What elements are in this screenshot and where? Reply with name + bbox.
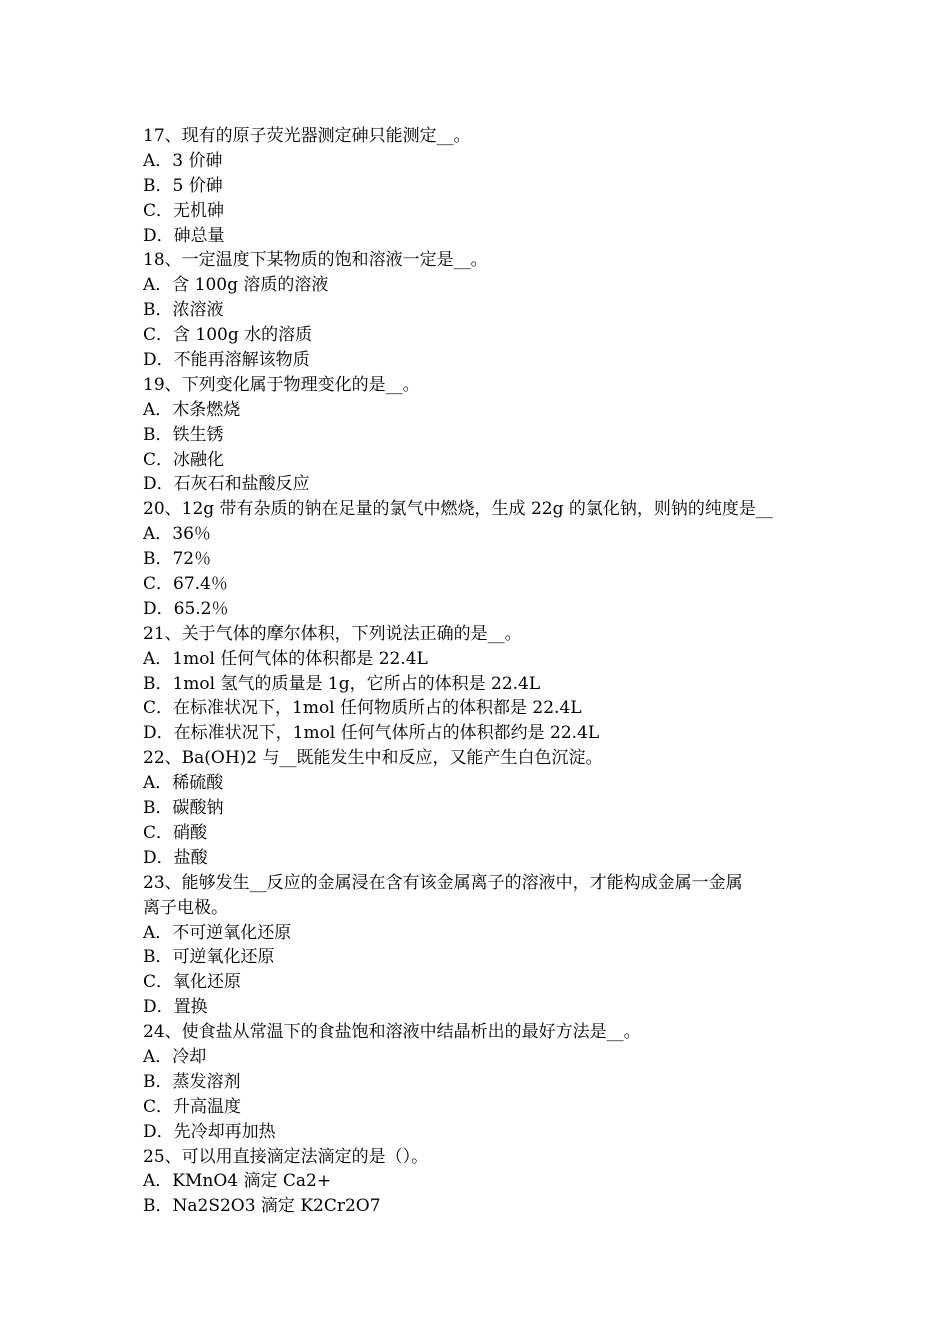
option-19-a: A．木条燃烧 [143,399,241,420]
option-21-d: D．在标准状况下，1mol 任何气体所占的体积都约是 22.4L [143,723,600,744]
option-21-c: C．在标准状况下，1mol 任何物质所占的体积都是 22.4L [143,698,582,719]
option-22-d: D．盐酸 [143,847,208,868]
option-18-c: C．含 100g 水的溶质 [143,325,313,346]
option-25-a: A．KMnO4 滴定 Ca2+ [143,1171,332,1192]
question-24: 24、使食盐从常温下的食盐饱和溶液中结晶析出的最好方法是__。 [143,1022,641,1043]
option-19-b: B．铁生锈 [143,424,224,445]
question-19: 19、下列变化属于物理变化的是__。 [143,374,420,395]
option-22-b: B．碳酸钠 [143,798,224,819]
option-25-b: B．Na2S2O3 滴定 K2Cr2O7 [143,1196,381,1217]
option-17-d: D．砷总量 [143,225,225,246]
option-22-a: A．稀硫酸 [143,773,224,794]
option-24-c: C．升高温度 [143,1096,242,1117]
option-19-d: D．石灰石和盐酸反应 [143,474,310,495]
option-24-d: D．先冷却再加热 [143,1121,276,1142]
question-21: 21、关于气体的摩尔体积，下列说法正确的是__。 [143,623,522,644]
option-19-c: C．冰融化 [143,449,225,470]
question-17: 17、现有的原子荧光器测定砷只能测定__。 [143,126,471,146]
option-18-b: B．浓溶液 [143,300,224,321]
option-20-b: B．72％ [143,549,212,570]
option-21-a: A．1mol 任何气体的体积都是 22.4L [143,648,428,669]
option-18-a: A．含 100g 溶质的溶液 [143,275,329,296]
option-24-b: B．蒸发溶剂 [143,1071,241,1092]
option-20-c: C．67.4％ [143,574,228,595]
option-17-b: B．5 价砷 [143,175,223,196]
question-20: 20、12g 带有杂质的钠在足量的氯气中燃烧，生成 22g 的氯化钠，则钠的纯度是__ [143,499,773,520]
question-23: 23、能够发生__反应的金属浸在含有该金属离子的溶液中，才能构成金属一金属 [143,872,743,893]
document-body [143,124,815,1219]
option-23-b: B．可逆氧化还原 [143,947,275,968]
question-25: 25、可以用直接滴定法滴定的是（）。 [143,1146,429,1167]
option-17-a: A．3 价砷 [143,150,223,171]
option-22-c: C．硝酸 [143,822,208,843]
question-18: 18、一定温度下某物质的饱和溶液一定是__。 [143,250,488,271]
option-23-c: C．氧化还原 [143,972,242,993]
option-24-a: A．冷却 [143,1046,207,1067]
option-21-b: B．1mol 氢气的质量是 1g，它所占的体积是 22.4L [143,673,541,694]
option-23-d: D．置换 [143,997,208,1018]
option-18-d: D．不能再溶解该物质 [143,350,310,371]
option-20-a: A．36％ [143,524,211,545]
option-20-d: D．65.2％ [143,598,229,619]
option-17-c: C．无机砷 [143,200,225,221]
option-23-a: A．不可逆氧化还原 [143,922,292,943]
question-23-continued: 离子电极。 [143,897,228,918]
question-22: 22、Ba(OH)2 与__既能发生中和反应，又能产生白色沉淀。 [143,748,603,769]
